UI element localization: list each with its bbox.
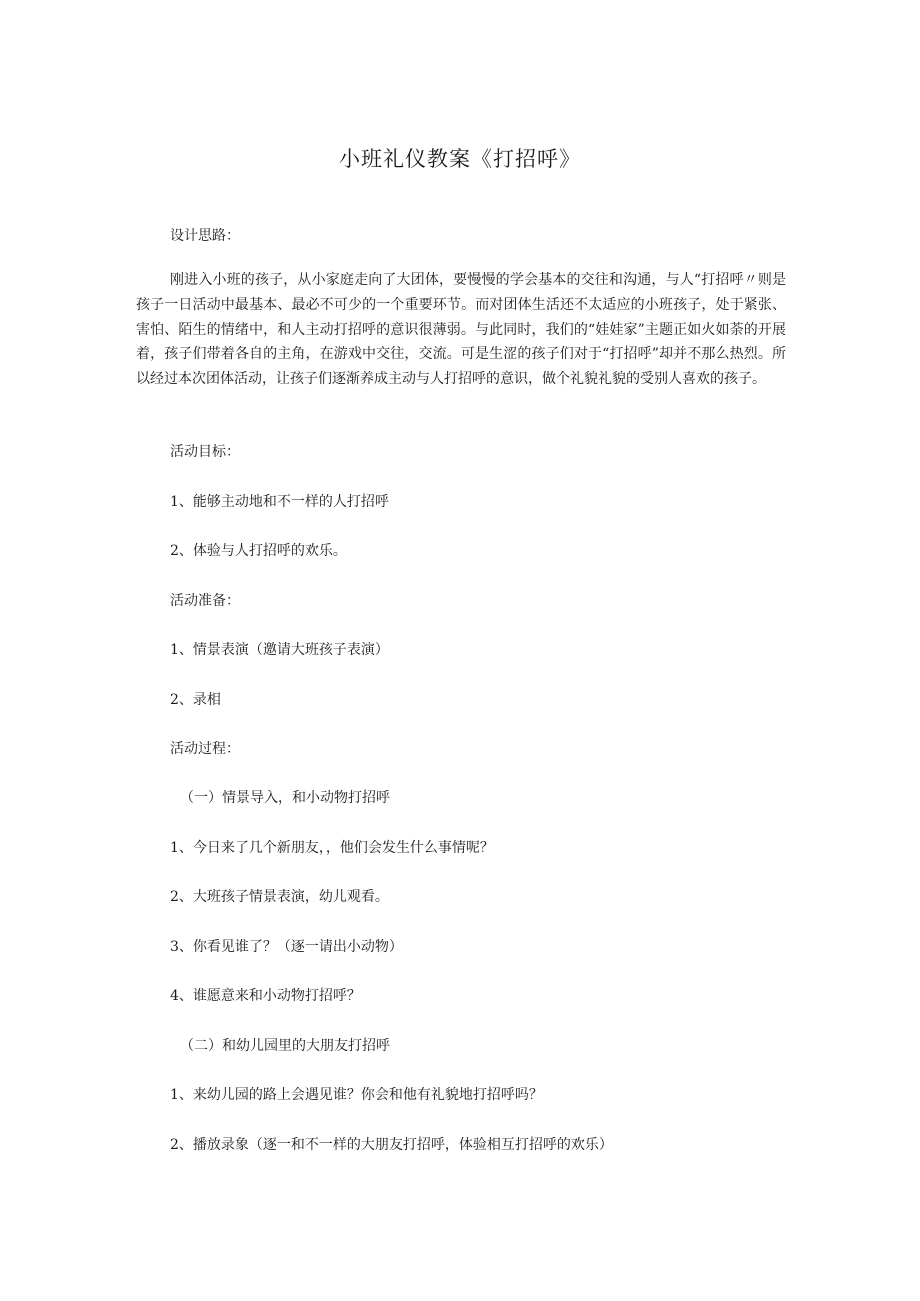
prep-heading: 活动准备： (170, 593, 240, 609)
process-heading: 活动过程： (170, 741, 240, 757)
goal-item: 1、能够主动地和不一样的人打招呼 (170, 494, 389, 510)
goals-heading: 活动目标： (170, 444, 240, 460)
prep-item: 1、情景表演（邀请大班孩子表演） (170, 642, 389, 658)
section2-title: （二）和幼儿园里的大朋友打招呼 (180, 1038, 390, 1054)
prep-item: 2、录相 (170, 692, 221, 708)
section1-step: 4、谁愿意来和小动物打招呼？ (170, 988, 361, 1004)
section1-title: （一）情景导入，和小动物打招呼 (180, 790, 390, 806)
design-paragraph: 刚进入小班的孩子，从小家庭走向了大团体，要慢慢的学会基本的交往和沟通，与人“打招呼〃则是孩子一日活动中最基本、最必不可少的一个重要环节。而对团体生活还不太适应的小班孩子，处于紧张、害怕、陌生的情绪中，和人主动打招呼的意识很薄弱。与此同时，我们的“娃娃家”主题正如火如荼的开展着，孩子们带着各自的主角，在游戏中交往，交流。可是生涩的孩子们对于“打招呼”却并不那么热烈。所以经过本次团体活动，让孩子们逐渐养成主动与人打招呼的意识，做个礼貌礼貌的受别人喜欢的孩子。 (136, 272, 786, 388)
section1-step: 2、大班孩子情景表演，幼儿观看。 (170, 889, 389, 905)
goal-item: 2、体验与人打招呼的欢乐。 (170, 543, 347, 559)
section2-step: 2、播放录象（逐一和不一样的大朋友打招呼，体验相互打招呼的欢乐） (170, 1137, 613, 1153)
design-heading: 设计思路： (170, 228, 240, 244)
document-title: 小班礼仪教案《打招呼》 (339, 147, 581, 171)
section1-step: 3、你看见谁了？（逐一请出小动物） (170, 939, 403, 955)
section2-step: 1、来幼儿园的路上会遇见谁？你会和他有礼貌地打招呼吗？ (170, 1087, 543, 1103)
section1-step: 1、今日来了几个新朋友，，他们会发生什么事情呢？ (170, 840, 494, 856)
